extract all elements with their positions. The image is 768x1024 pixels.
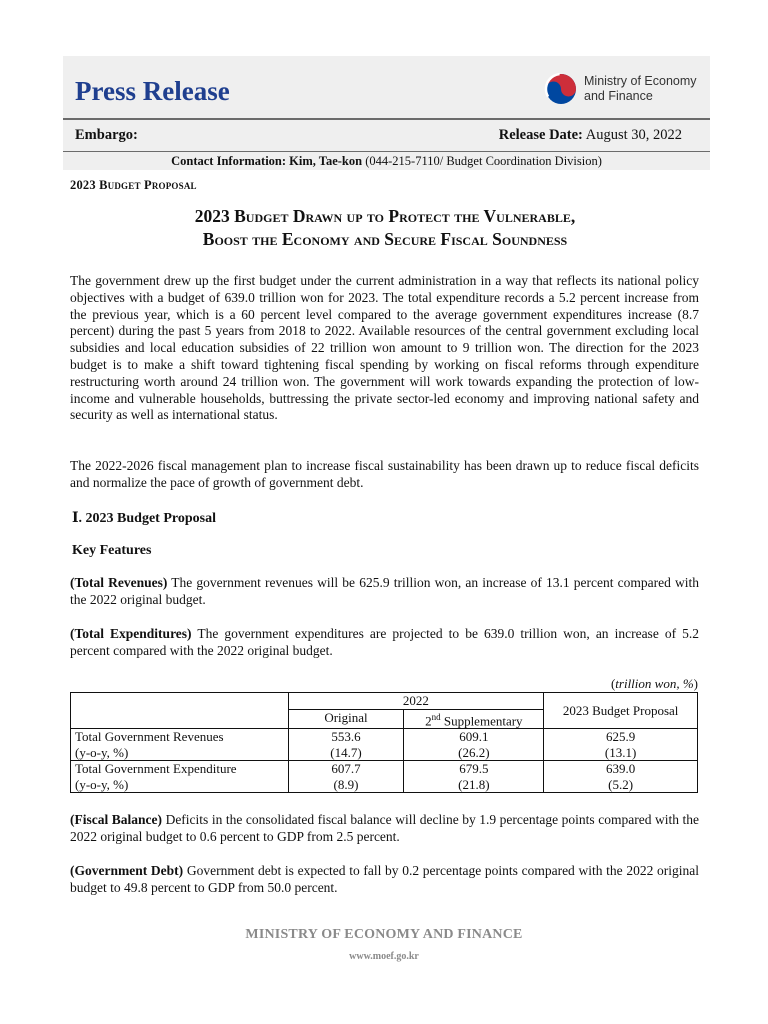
year-header: 2022: [288, 693, 544, 710]
taeguk-emblem-icon: [544, 72, 578, 106]
cell-original-yoy: (8.9): [333, 776, 359, 792]
cell-proposal-yoy: (5.2): [608, 776, 634, 792]
fiscal-balance-text: Deficits in the consolidated fiscal balance will decline by 1.9 percentage points compared with the 2022 original budget to 0.6 percent to GDP from 2.5 percent.: [70, 812, 700, 844]
supplementary-header: 2nd Supplementary: [404, 709, 544, 729]
footer-website-link[interactable]: www.moef.go.kr: [349, 951, 419, 962]
cell-proposal: 639.0: [606, 761, 636, 777]
table-corner-cell: [71, 693, 289, 729]
government-debt-label: (Government Debt): [70, 863, 184, 878]
cell-proposal: 625.9: [606, 729, 636, 745]
contact-information: [63, 154, 710, 169]
ministry-name-line2: and Finance: [584, 89, 653, 103]
header-divider-mid: [63, 151, 710, 152]
proposal-header: 2023 Budget Proposal: [544, 693, 698, 729]
headline: [70, 205, 700, 251]
cell-supplementary-yoy: (26.2): [458, 744, 490, 760]
expenditures-text: The government expenditures are projected to be 639.0 trillion won, an increase of 5.2 percent compared with the 2022 original budget.: [70, 626, 699, 658]
original-header: Original: [288, 709, 404, 729]
expenditures-label: (Total Expenditures): [70, 626, 192, 641]
government-debt-text: Government debt is expected to fall by 0.2 percentage points compared with the 2022 original budget to 49.8 percent to GDP from 50.0 percent.: [70, 863, 699, 895]
embargo-row: [75, 127, 685, 147]
release-date-label: Release Date:: [498, 127, 583, 143]
header-divider-top: [63, 118, 710, 120]
table-row: [71, 761, 698, 793]
embargo-label: Embargo:: [75, 127, 138, 143]
cell-proposal-yoy: (13.1): [604, 744, 637, 760]
table-unit: trillion won, %: [615, 676, 694, 691]
row-sublabel: (y-o-y, %): [75, 744, 129, 760]
cell-supplementary-yoy: (21.8): [458, 776, 490, 792]
government-debt-paragraph: [70, 863, 699, 897]
key-features-heading: Key Features: [72, 543, 152, 558]
cell-original: 553.6: [331, 729, 361, 745]
cell-original: 607.7: [331, 761, 361, 777]
ministry-name-line1: Ministry of Economy: [584, 74, 697, 88]
release-date: [499, 127, 682, 144]
contact-label: Contact Information: Kim, Tae-kon: [171, 154, 363, 168]
fiscal-plan-paragraph: The 2022-2026 fiscal management plan to increase fiscal sustainability has been drawn up to reduce fiscal deficits and normalize the pace of growth of government debt.: [70, 458, 699, 490]
contact-detail: (044-215-7110/ Budget Coordination Division): [365, 154, 602, 168]
revenues-label: (Total Revenues): [70, 575, 168, 590]
footer-ministry-name: MINISTRY OF ECONOMY AND FINANCE: [245, 927, 523, 942]
revenues-paragraph: [70, 575, 699, 609]
headline-line1: 2023 Budget Drawn up to Protect the Vulnerable,: [194, 206, 576, 226]
table-row: [71, 729, 698, 761]
kicker: 2023 Budget Proposal: [70, 178, 197, 192]
cell-original-yoy: (14.7): [330, 744, 362, 760]
fiscal-balance-label: (Fiscal Balance): [70, 812, 163, 827]
revenues-text: The government revenues will be 625.9 trillion won, an increase of 13.1 percent compared with the 2022 original budget.: [70, 575, 699, 607]
row-sublabel: (y-o-y, %): [75, 776, 129, 792]
release-date-value: August 30, 2022: [585, 127, 682, 143]
headline-line2: Boost the Economy and Secure Fiscal Soundness: [202, 229, 568, 249]
budget-table: [70, 692, 698, 793]
row-label: Total Government Expenditure: [75, 761, 237, 777]
press-release-title: Press Release: [75, 76, 230, 106]
fiscal-balance-paragraph: [70, 812, 699, 846]
cell-supplementary: 609.1: [459, 729, 489, 745]
ministry-logo: [544, 72, 697, 106]
expenditures-paragraph: [70, 626, 699, 660]
section-heading: Ⅰ. 2023 Budget Proposal: [72, 511, 216, 526]
table-unit-note: (trillion won, %): [610, 676, 698, 691]
intro-paragraph: The government drew up the first budget under the current administration in a way that reflects its national policy objectives with a budget of 639.0 trillion won for 2023. The total expenditure records a 5.2 percent increase from the previous year, which is a 60 percent level compared to the average government expenditures increase (8.7 percent) during the past 5 years from 2018 to 2022. Available resources of the central government excluding local subsidies and local education subsidies of 22 trillion won amount to 9 trillion won. The direction for the 2023 budget is to make a shift toward tightening fiscal spending by working on fiscal reforms through expenditure restructuring worth around 24 trillion won. The government will work towards expanding the protection of low-income and vulnerable households, buttressing the private sector-led economy and improving national safety and security as well as international status.: [70, 273, 699, 423]
cell-supplementary: 679.5: [459, 761, 489, 777]
row-label: Total Government Revenues: [75, 729, 224, 745]
